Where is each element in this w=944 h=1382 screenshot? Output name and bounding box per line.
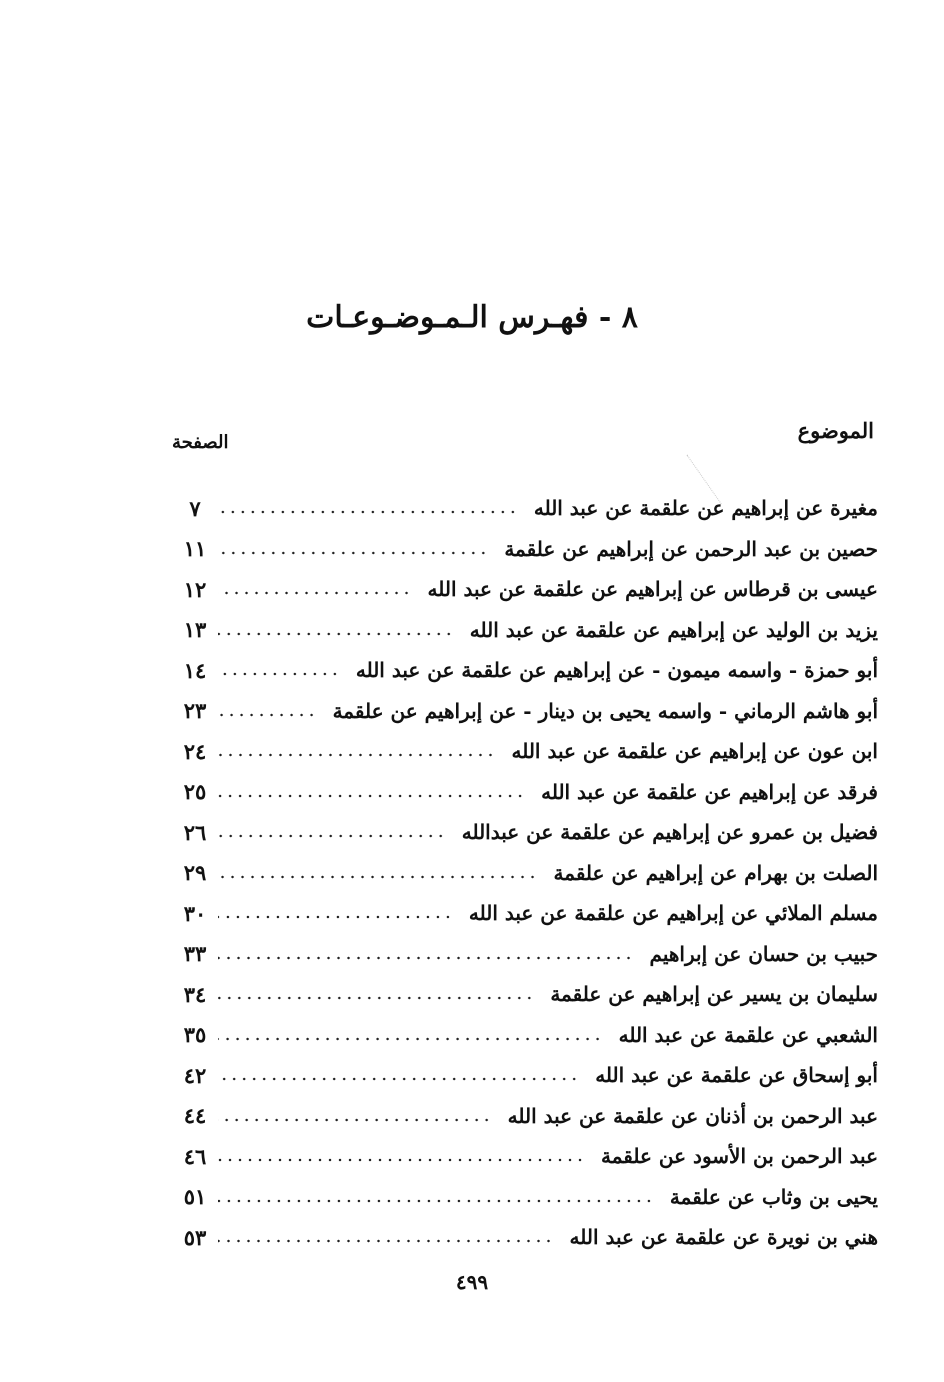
dot-leader [218,498,518,518]
toc-entry-topic: فضيل بن عمرو عن إبراهيم عن علقمة عن عبدالله [461,820,878,845]
toc-entry-page: ١٤ [183,657,207,683]
toc-entry-topic: أبو حمزة - واسمه ميمون - عن إبراهيم عن علقمة عن عبد الله [355,658,878,683]
toc-entry-topic: مسلم الملائي عن إبراهيم عن علقمة عن عبد الله [468,901,878,926]
toc-entry-page: ٣٥ [183,1022,207,1048]
page-number: ٤٩٩ [455,1270,489,1294]
toc-entry [170,934,878,975]
dot-leader [218,1065,579,1085]
toc-entry-page: ٤٤ [183,1103,207,1129]
toc-entry-topic: هني بن نويرة عن علقمة عن عبد الله [569,1225,878,1250]
toc-entry [170,853,878,894]
toc-entry-topic: حصين بن عبد الرحمن عن إبراهيم عن علقمة [504,536,878,561]
toc-entry-topic: مغيرة عن إبراهيم عن علقمة عن عبد الله [533,496,878,521]
toc-entry [170,488,878,529]
toc-entry-topic: فرقد عن إبراهيم عن علقمة عن عبد الله [541,779,878,804]
toc-entry-page: ٢٦ [183,819,207,845]
toc-entry-page: ٢٣ [183,698,207,724]
toc-entry-page: ٣٠ [183,900,207,926]
page-column-header: الصفحة [172,432,229,453]
toc-entry [170,1177,878,1218]
toc-entry-page: ٢٤ [183,738,207,764]
toc-entry [170,610,878,651]
toc-entry [170,812,878,853]
toc-entry-topic: أبو إسحاق عن علقمة عن عبد الله [595,1063,878,1088]
toc-entry-page: ٢٥ [183,779,207,805]
toc-entry-topic: سليمان بن يسير عن إبراهيم عن علقمة [550,982,878,1007]
toc-entry [170,1136,878,1177]
toc-entry-page: ٧ [189,495,201,521]
toc-entry-topic: أبو هاشم الرماني - واسمه يحيى بن دينار - عن إبراهيم عن علقمة [332,698,878,723]
toc-entry-page: ٥١ [183,1184,207,1210]
toc-entry-topic: يزيد بن الوليد عن إبراهيم عن علقمة عن عبد الله [469,617,878,642]
toc-entry [170,691,878,732]
toc-entry-page: ٢٩ [183,860,207,886]
toc-entry-topic: يحيى بن وثاب عن علقمة [669,1184,878,1209]
dot-leader [218,984,534,1004]
dot-leader [218,579,412,599]
toc-entry-topic: ابن عون عن إبراهيم عن علقمة عن عبد الله [511,739,878,764]
dot-leader [218,701,317,721]
toc-entry-topic: الشعبي عن علقمة عن عبد الله [618,1022,878,1047]
dot-leader [218,782,525,802]
dot-leader [218,1146,585,1166]
toc-entry [170,974,878,1015]
toc-entry [170,1015,878,1056]
page-title: ٨ - فهـرس الـمـوضـوعـات [306,300,638,335]
toc-entry-page: ٣٣ [183,941,207,967]
toc-entry-page: ١٣ [183,617,207,643]
toc-entry-topic: عبد الرحمن بن الأسود عن علقمة [601,1144,878,1169]
toc-entry [170,569,878,610]
toc-entry-page: ٤٢ [183,1062,207,1088]
toc-entry [170,1217,878,1258]
toc-entry-page: ٣٤ [183,981,207,1007]
dot-leader [218,660,340,680]
dot-leader [218,822,446,842]
toc-entry-page: ١٢ [183,576,207,602]
toc-entry [170,731,878,772]
dot-leader [218,1106,492,1126]
toc-entry [170,893,878,934]
topic-column-header: الموضوع [797,418,874,443]
toc-entry-page: ١١ [183,536,207,562]
dot-leader [218,903,453,923]
table-of-contents [170,488,878,1258]
toc-entry [170,650,878,691]
dot-leader [218,620,454,640]
toc-entry-topic: الصلت بن بهرام عن إبراهيم عن علقمة [553,860,878,885]
toc-entry [170,1055,878,1096]
toc-entry-topic: عيسى بن قرطاس عن إبراهيم عن علقمة عن عبد الله [427,577,878,602]
toc-entry-topic: عبد الرحمن بن أذنان عن علقمة عن عبد الله [507,1103,878,1128]
dot-leader [218,539,488,559]
toc-entry [170,1096,878,1137]
dot-leader [218,741,495,761]
toc-entry-page: ٤٦ [183,1143,207,1169]
dot-leader [218,1187,654,1207]
toc-entry [170,772,878,813]
toc-entry [170,529,878,570]
dot-leader [218,1227,554,1247]
dot-leader [218,944,634,964]
dot-leader [218,1025,603,1045]
dot-leader [218,863,538,883]
toc-entry-topic: حبيب بن حسان عن إبراهيم [649,941,878,966]
toc-entry-page: ٥٣ [183,1224,207,1250]
